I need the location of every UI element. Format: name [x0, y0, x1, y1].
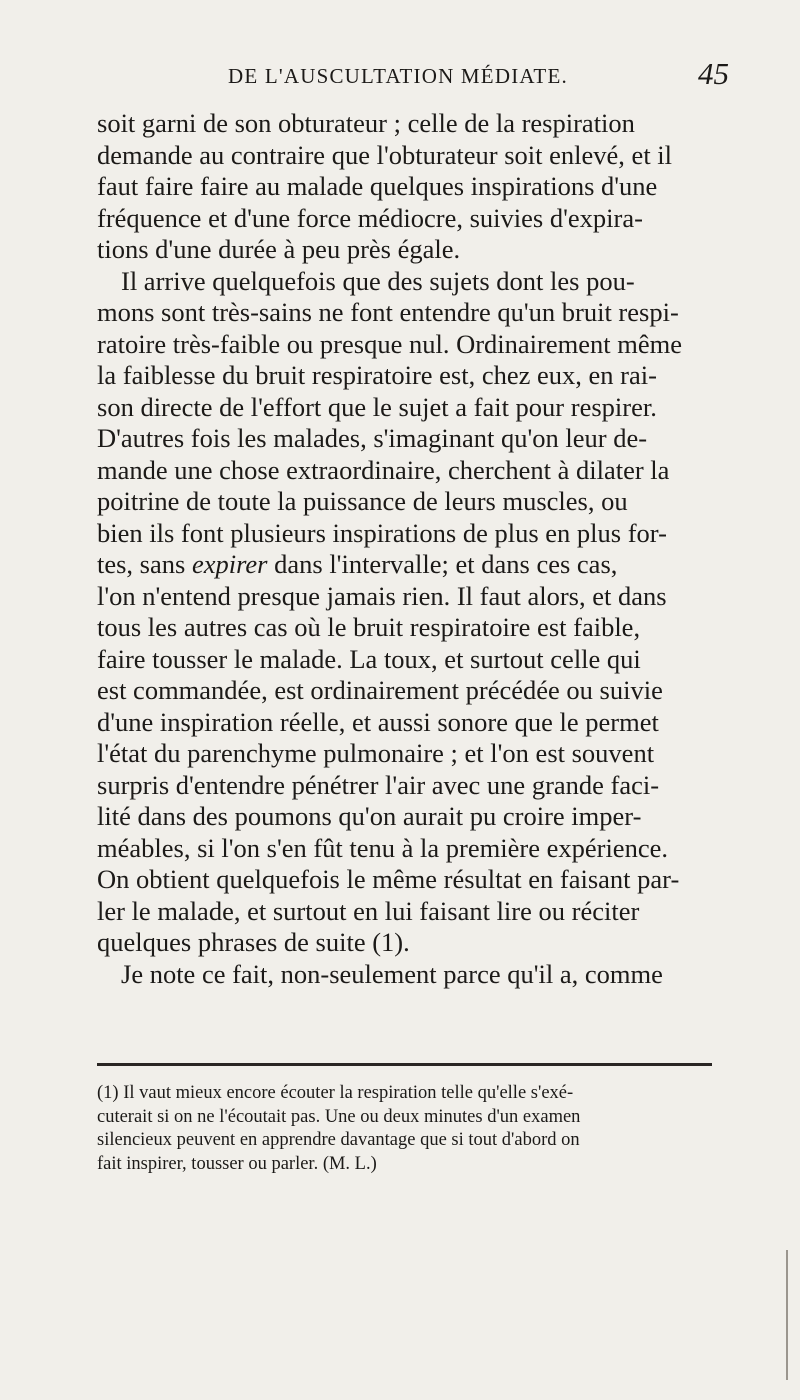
body-line: l'on n'entend presque jamais rien. Il faut alors, et dans — [97, 580, 667, 611]
footnote-line: silencieux peuvent en apprendre davantage que si tout d'abord on — [97, 1130, 580, 1150]
scan-edge-mark — [786, 1250, 788, 1380]
body-line: D'autres fois les malades, s'imaginant qu'on leur de- — [97, 423, 648, 453]
page-number: 45 — [698, 56, 729, 91]
running-title: DE L'AUSCULTATION MÉDIATE. — [228, 64, 568, 88]
body-line: On obtient quelquefois le même résultat en faisant par- — [97, 864, 680, 894]
body-line: lité dans des poumons qu'on aurait pu croire imper- — [97, 801, 642, 831]
footnote-separator-rule — [97, 1063, 712, 1066]
body-line: demande au contraire que l'obturateur soit enlevé, et il — [97, 139, 673, 170]
body-line: son directe de l'effort que le sujet a fait pour respirer. — [97, 391, 657, 422]
body-line: fréquence et d'une force médiocre, suivies d'expira- — [97, 202, 643, 233]
body-line: Je note ce fait, non-seulement parce qu'il a, comme — [121, 958, 663, 989]
footnote-line: (1) Il vaut mieux encore écouter la respiration telle qu'elle s'exé- — [97, 1083, 574, 1103]
body-line: faut faire faire au malade quelques inspirations d'une — [97, 171, 658, 201]
footnote-line: cuterait si on ne l'écoutait pas. Une ou deux minutes d'un examen — [97, 1106, 581, 1127]
italic-word: expirer — [191, 549, 268, 579]
body-line: ratoire très-faible ou presque nul. Ordinairement même — [97, 328, 682, 359]
body-line: quelques phrases de suite (1). — [97, 927, 410, 957]
body-line: bien ils font plusieurs inspirations de plus en plus for- — [97, 517, 667, 548]
body-line: tous les autres cas où le bruit respiratoire est faible, — [97, 612, 641, 642]
body-line-text: tes, sans — [97, 549, 192, 579]
body-line: tions d'une durée à peu près égale. — [97, 234, 461, 264]
body-line: l'état du parenchyme pulmonaire ; et l'on est souvent — [97, 738, 655, 768]
body-line: Il arrive quelquefois que des sujets dont les pou- — [121, 265, 635, 296]
body-line: la faiblesse du bruit respiratoire est, chez eux, en rai- — [97, 360, 657, 390]
body-line: est commandée, est ordinairement précédée ou suivie — [97, 675, 663, 705]
body-line: soit garni de son obturateur ; celle de la respiration — [97, 108, 635, 138]
body-line: méables, si l'on s'en fût tenu à la première expérience. — [97, 832, 668, 863]
body-line: ler le malade, et surtout en lui faisant lire ou réciter — [97, 895, 640, 926]
body-line: mande une chose extraordinaire, cherchent à dilater la — [97, 454, 670, 485]
body-line: mons sont très-sains ne font entendre qu'un bruit respi- — [97, 297, 679, 327]
body-line: poitrine de toute la puissance de leurs muscles, ou — [97, 486, 628, 516]
body-line: d'une inspiration réelle, et aussi sonore que le permet — [97, 706, 659, 737]
body-line: surpris d'entendre pénétrer l'air avec une grande faci- — [97, 769, 660, 800]
footnote-line: fait inspirer, tousser ou parler. (M. L.) — [97, 1153, 377, 1174]
body-line-text: dans l'intervalle; et dans ces cas, — [267, 549, 618, 579]
page-header — [0, 56, 800, 102]
body-line — [97, 549, 617, 579]
body-line: faire tousser le malade. La toux, et surtout celle qui — [97, 643, 641, 674]
